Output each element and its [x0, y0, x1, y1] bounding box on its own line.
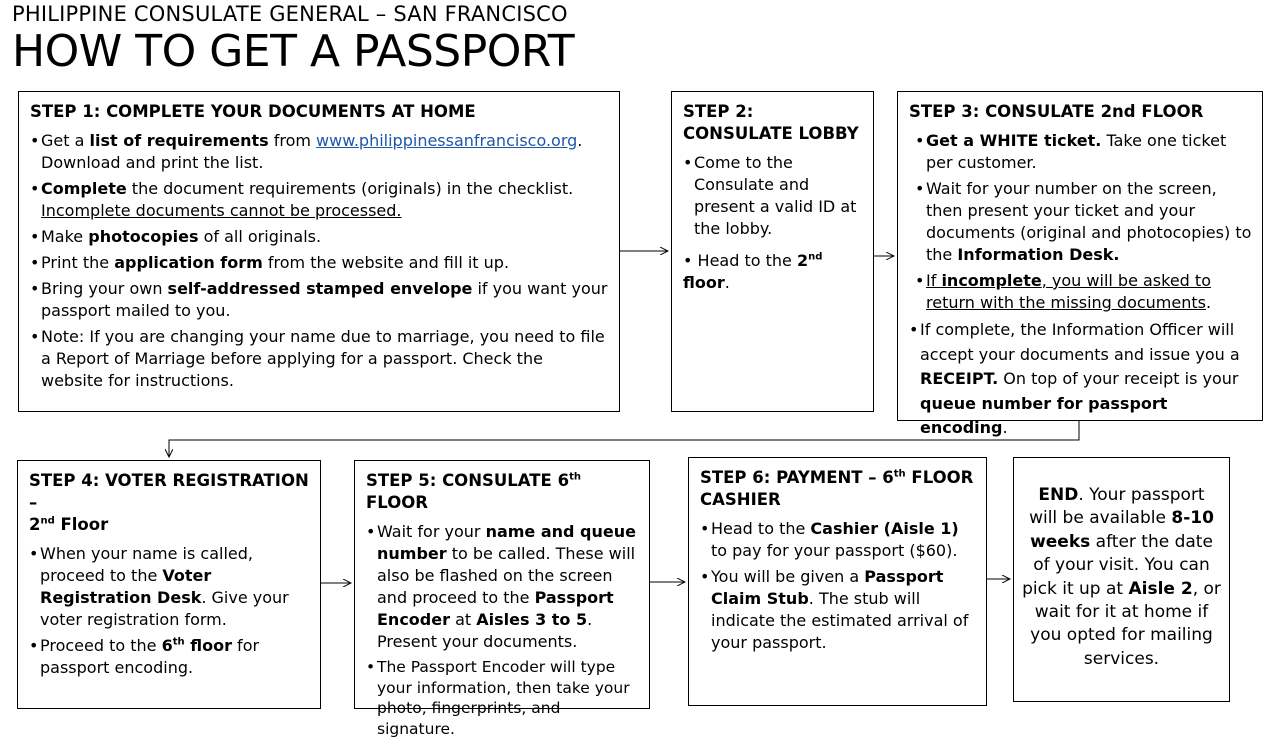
step2-item-lobby: • Come to the Consulate and present a valid ID at the lobby.	[683, 152, 863, 240]
step1-item-envelope: • Bring your own self-addressed stamped envelope if you want your passport mailed to you.	[30, 278, 609, 322]
step5-item-wait: • Wait for your name and queue number to be called. These will also be flashed on the screen and proceed to the Passport Encoder at Aisles 3 to 5. Present your documents.	[366, 521, 639, 653]
header-subtitle: PHILIPPINE CONSULATE GENERAL – SAN FRANCISCO	[12, 2, 568, 26]
step4-item-name-called: • When your name is called, proceed to the Voter Registration Desk. Give your voter registration form.	[29, 543, 310, 631]
step1-item-note: • Note: If you are changing your name due to marriage, you need to file a Report of Marriage before applying for a passport. Check the website for instructions.	[30, 326, 609, 392]
end-box: END. Your passport will be available 8-10 weeks after the date of your visit. You can pick it up at Aisle 2, or wait for it at home if you opted for mailing services.	[1013, 457, 1230, 702]
step2-title: STEP 2: CONSULATE LOBBY	[683, 102, 859, 143]
step3-item-wait: • Wait for your number on the screen, then present your ticket and your documents (original and photocopies) to the Information Desk.	[915, 178, 1252, 266]
end-label: END	[1038, 485, 1079, 505]
step1-item-application-form: • Print the application form from the website and fill it up.	[30, 252, 609, 274]
step1-box	[18, 91, 620, 412]
step1-item-complete: • Complete the document requirements (originals) in the checklist. Incomplete documents cannot be processed.	[30, 178, 609, 222]
step5-title: STEP 5: CONSULATE 6th FLOOR	[366, 471, 581, 512]
step4-box	[17, 460, 321, 709]
step3-item-ticket: • Get a WHITE ticket. Take one ticket per customer.	[915, 130, 1252, 174]
step6-box	[688, 457, 987, 706]
step6-item-claim-stub: • You will be given a Passport Claim Stub. The stub will indicate the estimated arrival of your passport.	[700, 566, 976, 654]
step1-title: STEP 1: COMPLETE YOUR DOCUMENTS AT HOME	[30, 102, 476, 121]
step1-item-photocopies: • Make photocopies of all originals.	[30, 226, 609, 248]
step6-item-cashier: • Head to the Cashier (Aisle 1) to pay for your passport ($60).	[700, 518, 976, 562]
page-title: HOW TO GET A PASSPORT	[12, 26, 575, 77]
step5-item-encoder: • The Passport Encoder will type your information, then take your photo, fingerprints, and signature.	[366, 657, 639, 739]
step6-title: STEP 6: PAYMENT – 6th FLOOR CASHIER	[700, 468, 974, 509]
step4-item-proceed: • Proceed to the 6th floor for passport encoding.	[29, 635, 310, 679]
step2-item-head: • Head to the 2nd floor.	[683, 251, 823, 292]
step3-item-complete: • If complete, the Information Officer will accept your documents and issue you a RECEIPT. On top of your receipt is your queue number for passport encoding.	[909, 318, 1252, 441]
step4-title: STEP 4: VOTER REGISTRATION – 2nd Floor	[29, 471, 309, 534]
step1-item-requirements: • Get a list of requirements from www.philippinessanfrancisco.org. Download and print the list.	[30, 130, 609, 174]
step3-item-incomplete: • If incomplete, you will be asked to return with the missing documents.	[915, 270, 1252, 314]
step5-box	[354, 460, 650, 738]
step3-title: STEP 3: CONSULATE 2nd FLOOR	[909, 102, 1204, 121]
step3-box	[897, 91, 1263, 437]
website-link[interactable]: www.philippinessanfrancisco.org	[316, 131, 578, 150]
step2-box	[671, 91, 874, 412]
